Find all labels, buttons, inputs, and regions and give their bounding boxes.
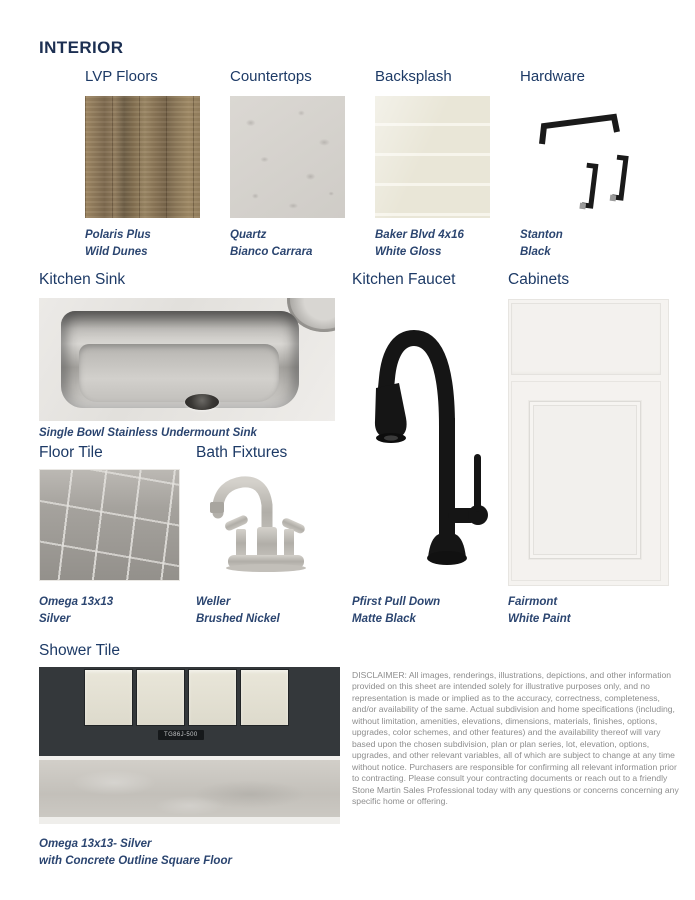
kitchen-sink-heading: Kitchen Sink	[39, 271, 126, 288]
concrete-floor-sample	[39, 760, 340, 817]
sink-drain	[185, 394, 219, 410]
countertops-caption: Quartz Bianco Carrara	[230, 229, 313, 258]
shower-tile-caption: Omega 13x13- Silver with Concrete Outline Square Floor	[39, 838, 232, 867]
bath-fixtures-caption: Weller Brushed Nickel	[196, 596, 280, 625]
shower-tile-product-label: TG86J-500	[158, 730, 204, 740]
shower-tile-samples	[85, 670, 288, 725]
shower-tile-sample	[241, 670, 288, 725]
shower-tile-image	[39, 667, 340, 824]
page-title: INTERIOR	[39, 38, 124, 57]
lvp-floors-heading: LVP Floors	[85, 68, 158, 85]
cabinets-caption: Fairmont White Paint	[508, 596, 571, 625]
backsplash-swatch-image	[375, 96, 490, 218]
hardware-heading: Hardware	[520, 68, 586, 85]
floor-tile-caption: Omega 13x13 Silver	[39, 596, 114, 625]
kitchen-sink-caption: Single Bowl Stainless Undermount Sink	[39, 427, 257, 439]
cabinet-drawer-front	[511, 303, 661, 375]
cabinet-pulls-illustration	[520, 96, 660, 218]
kitchen-sink-image	[39, 298, 335, 421]
countertops-swatch-image	[230, 96, 345, 218]
shower-tile-sample	[137, 670, 184, 725]
brushed-nickel-faucet-illustration	[196, 469, 337, 581]
hardware-swatch-image	[520, 96, 660, 218]
countertops-heading: Countertops	[230, 68, 312, 85]
bath-fixtures-heading: Bath Fixtures	[196, 444, 288, 461]
kitchen-faucet-image	[352, 296, 500, 588]
cabinets-heading: Cabinets	[508, 271, 570, 288]
disclaimer-text: DISCLAIMER: All images, renderings, illustrations, depictions, and other information provided on this sheet are intended solely for illustrative purposes only, and no representation is made or implied as to the accuracy, correctness, completeness, and/or availability of the same. Actual subdivision and home specifications (including, without limitation, amenities, elevations, dimensions, materials, finishes, options, upgrades, color schemes, and other features) and the availability thereof will vary based upon the chosen subdivision, plan or plan series, lot, elevation, options, upgrades, and other relevant variables, all of which are subject to change at any time without notice. Purchasers are responsible for confirming all relevant information prior to contracting. Please consult your contracting documents or reach out to a friendly Stone Martin Sales Professional today with any questions or concerns concerning any specific home or offering.	[352, 670, 679, 806]
lvp-floors-swatch-image	[85, 96, 200, 218]
cabinet-door	[511, 381, 661, 581]
hardware-caption: Stanton Black	[520, 229, 563, 258]
sink-floor	[79, 344, 279, 402]
kitchen-faucet-caption: Pfirst Pull Down Matte Black	[352, 596, 441, 625]
shower-board-bottom-edge	[39, 817, 340, 824]
shower-tile-heading: Shower Tile	[39, 642, 120, 659]
kitchen-faucet-heading: Kitchen Faucet	[352, 271, 456, 288]
shower-tile-sample	[85, 670, 132, 725]
cabinets-image	[508, 299, 669, 586]
matte-black-faucet-illustration	[352, 296, 500, 588]
floor-tile-image	[39, 469, 180, 581]
lvp-floors-caption: Polaris Plus Wild Dunes	[85, 229, 151, 258]
backsplash-caption: Baker Blvd 4x16 White Gloss	[375, 229, 464, 258]
cabinet-door-panel	[529, 401, 641, 559]
bath-fixtures-image	[196, 469, 337, 581]
floor-tile-heading: Floor Tile	[39, 444, 103, 461]
backsplash-heading: Backsplash	[375, 68, 452, 85]
shower-tile-sample	[189, 670, 236, 725]
